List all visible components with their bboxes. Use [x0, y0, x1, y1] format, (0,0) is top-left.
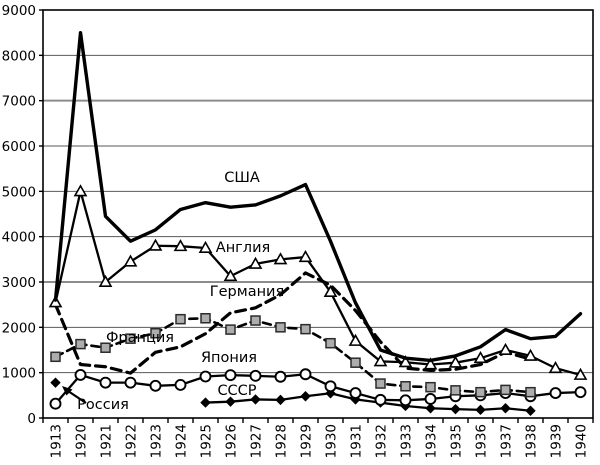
series-Япония-marker — [351, 388, 361, 398]
y-axis-label: 2000 — [1, 320, 36, 337]
x-axis-label: 1934 — [423, 424, 440, 459]
series-СССР-marker — [500, 403, 510, 413]
series-Япония-marker — [51, 399, 61, 409]
y-axis-label: 6000 — [1, 139, 36, 155]
x-axis-label: 1920 — [73, 424, 90, 459]
x-axis-label: 1928 — [273, 424, 290, 459]
series-label-СССР: СССР — [217, 383, 257, 399]
series-СССР-marker — [300, 391, 310, 401]
y-axis-label: 9000 — [1, 3, 36, 19]
x-axis-label: 1927 — [248, 424, 265, 459]
x-axis-label: 1922 — [123, 424, 140, 459]
y-axis-label: 7000 — [1, 93, 36, 110]
x-axis-label: 1933 — [398, 424, 415, 459]
series-СССР-marker — [275, 395, 285, 405]
series-label-Франция: Франция — [105, 330, 175, 346]
series-США-line — [56, 33, 581, 361]
series-label-Германия: Германия — [209, 284, 285, 300]
x-axis-label: 1926 — [223, 424, 240, 459]
series-СССР-marker — [475, 405, 485, 415]
x-axis-label: 1940 — [573, 424, 590, 459]
y-axis-label: 4000 — [1, 229, 36, 246]
series-Англия-line — [56, 191, 581, 375]
x-axis-label: 1937 — [498, 424, 515, 459]
x-axis-label: 1921 — [98, 424, 115, 459]
series-Франция-marker — [276, 323, 285, 332]
series-Япония-marker — [576, 387, 586, 397]
series-label-США: США — [224, 170, 260, 186]
series-Франция-marker — [426, 383, 435, 392]
series-Англия-marker — [350, 335, 361, 345]
series-Франция-marker — [351, 358, 360, 367]
x-axis-label: 1913 — [48, 424, 65, 459]
series-Япония-marker — [101, 378, 111, 388]
series-Япония-marker — [126, 378, 136, 388]
series-Франция-marker — [376, 379, 385, 388]
series-Япония-marker — [426, 394, 436, 404]
series-Франция-marker — [476, 388, 485, 397]
y-axis-label: 0 — [27, 411, 36, 427]
series-Япония-marker — [226, 370, 236, 380]
series-Англия-marker — [125, 256, 136, 266]
x-axis-label: 1939 — [548, 424, 565, 459]
series-Англия-marker — [75, 186, 86, 196]
series-Германия-line — [56, 273, 531, 373]
series-Япония-marker — [76, 370, 86, 380]
series-Франция-marker — [401, 382, 410, 391]
series-Франция-marker — [51, 352, 60, 361]
series-Франция-marker — [176, 315, 185, 324]
x-axis-label: 1932 — [373, 424, 390, 459]
series-Франция-marker — [526, 388, 535, 397]
y-axis-label: 5000 — [1, 184, 36, 201]
x-axis-label: 1930 — [323, 424, 340, 459]
series-Япония-marker — [201, 372, 211, 382]
x-axis-label: 1931 — [348, 424, 365, 459]
series-Франция-marker — [201, 314, 210, 323]
series-label-Россия: Россия — [77, 397, 129, 413]
series-Англия-marker — [500, 345, 511, 355]
series-Франция-marker — [76, 340, 85, 349]
x-axis-label: 1936 — [473, 424, 490, 459]
series-СССР-marker — [200, 397, 210, 407]
series-Франция-marker — [501, 385, 510, 394]
series-Россия-marker — [50, 377, 60, 387]
series-Япония-marker — [376, 395, 386, 405]
series-Франция-marker — [226, 325, 235, 334]
series-СССР-marker — [525, 406, 535, 416]
x-axis-label: 1923 — [148, 424, 165, 459]
series-label-Япония: Япония — [200, 350, 258, 366]
x-axis-label: 1925 — [198, 424, 215, 459]
y-axis-label: 3000 — [1, 275, 36, 291]
series-Франция-marker — [451, 386, 460, 395]
series-Япония-marker — [551, 388, 561, 398]
series-СССР-marker — [450, 404, 460, 414]
series-Франция-marker — [301, 325, 310, 334]
x-axis-label: 1924 — [173, 424, 190, 459]
series-label-Англия: Англия — [215, 240, 271, 256]
x-axis-label: 1938 — [523, 424, 540, 459]
x-axis-label: 1935 — [448, 424, 465, 459]
series-Япония-marker — [301, 369, 311, 379]
series-Япония-marker — [251, 371, 261, 381]
x-axis-label: 1929 — [298, 424, 315, 459]
series-Франция-marker — [251, 316, 260, 325]
y-axis-label: 1000 — [1, 365, 36, 382]
series-Япония-marker — [276, 372, 286, 382]
series-Япония-marker — [151, 381, 161, 391]
series-Япония-marker — [401, 395, 411, 405]
series-Франция-marker — [326, 339, 335, 348]
y-axis-label: 8000 — [1, 48, 36, 65]
series-Япония-marker — [176, 380, 186, 390]
series-Япония-marker — [326, 381, 336, 391]
